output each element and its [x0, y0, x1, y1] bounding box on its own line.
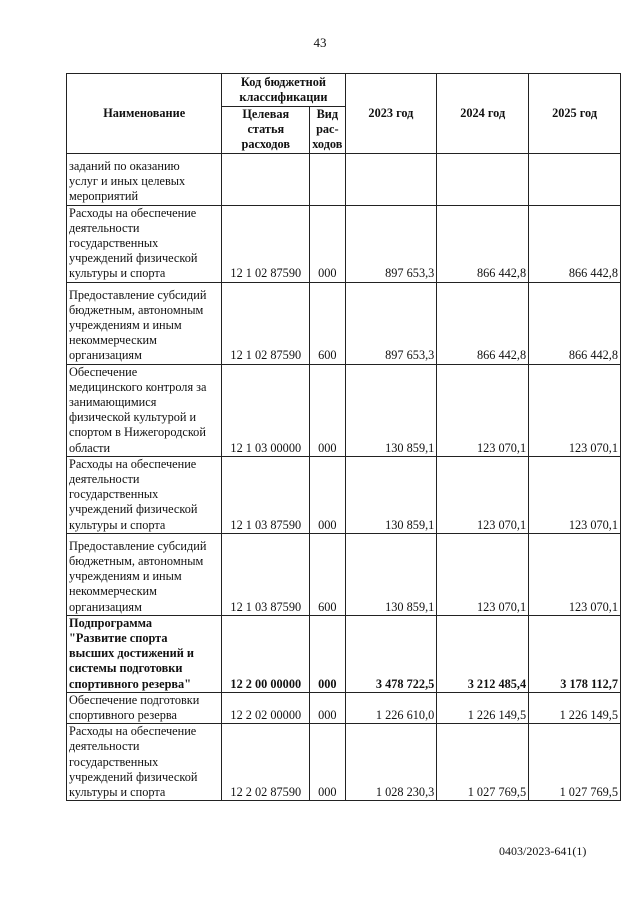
row-target-article-text: 12 2 02 87590 — [230, 785, 302, 800]
row-value-2025 — [529, 205, 621, 282]
row-target-article — [222, 692, 310, 723]
row-expense-type-text: 600 — [318, 348, 337, 363]
row-value-2025 — [529, 282, 621, 364]
row-value-2023 — [345, 205, 437, 282]
row-name — [67, 692, 222, 723]
row-value-2024-text: 123 070,1 — [476, 440, 527, 455]
row-expense-type-text: 000 — [318, 517, 337, 532]
row-target-article-text: 12 1 03 87590 — [230, 517, 302, 532]
row-expense-type-text: 000 — [318, 440, 337, 455]
row-value-2025 — [529, 364, 621, 456]
row-expense-type — [310, 692, 345, 723]
row-name-text: заданий по оказанию услуг и иных целевых мероприятий — [69, 159, 186, 204]
row-expense-type — [310, 533, 345, 615]
row-name-text: Расходы на обеспечение деятельности государственных учреждений физической культуры и спорта — [69, 456, 198, 532]
row-name — [67, 615, 222, 692]
row-name-text: Расходы на обеспечение деятельности государственных учреждений физической культуры и спорта — [69, 205, 198, 281]
row-name — [67, 533, 222, 615]
row-value-2024 — [437, 282, 529, 364]
row-name — [67, 364, 222, 456]
row-value-2023 — [345, 615, 437, 692]
row-value-2024 — [437, 533, 529, 615]
table-row — [67, 692, 621, 723]
row-target-article — [222, 282, 310, 364]
row-value-2023-text: 1 028 230,3 — [375, 785, 435, 800]
row-expense-type — [310, 205, 345, 282]
budget-table — [66, 73, 621, 801]
row-value-2023 — [345, 692, 437, 723]
row-value-2023-text: 130 859,1 — [385, 599, 435, 614]
row-name — [67, 205, 222, 282]
row-target-article-text: 12 1 03 00000 — [230, 440, 302, 455]
row-value-2025-text: 123 070,1 — [568, 599, 618, 614]
row-value-2023-text: 3 478 722,5 — [375, 676, 435, 691]
row-value-2025 — [529, 456, 621, 533]
row-value-2024 — [437, 692, 529, 723]
row-expense-type-text: 000 — [318, 785, 337, 800]
header-budget-code: Код бюджетной классификации — [222, 74, 345, 107]
row-name-text: Предоставление субсидий бюджетным, автономным учреждениям и иным некоммерческим организациям — [69, 287, 207, 363]
row-value-2024-text: 1 226 149,5 — [467, 708, 527, 723]
row-value-2023 — [345, 724, 437, 801]
row-value-2025-text: 3 178 112,7 — [560, 676, 618, 691]
row-value-2024 — [437, 364, 529, 456]
row-value-2023-text: 130 859,1 — [385, 517, 435, 532]
row-value-2024 — [437, 724, 529, 801]
row-value-2024 — [437, 456, 529, 533]
row-value-2025-text: 866 442,8 — [568, 348, 618, 363]
row-target-article-text: 12 2 02 00000 — [230, 708, 302, 723]
row-target-article — [222, 724, 310, 801]
row-target-article — [222, 456, 310, 533]
row-value-2023 — [345, 533, 437, 615]
row-target-article — [222, 205, 310, 282]
row-expense-type — [310, 153, 345, 205]
row-expense-type — [310, 615, 345, 692]
row-value-2025-text: 1 226 149,5 — [559, 708, 618, 723]
row-expense-type-text: 000 — [318, 266, 337, 281]
table-row — [67, 364, 621, 456]
table-row — [67, 205, 621, 282]
row-value-2023-text: 1 226 610,0 — [375, 708, 435, 723]
row-target-article-text: 12 2 00 00000 — [230, 676, 302, 691]
page-number: 43 — [313, 35, 327, 50]
row-target-article-text: 12 1 02 87590 — [230, 266, 302, 281]
row-name — [67, 456, 222, 533]
row-name-text: Обеспечение медицинского контроля за занимающимися физической культурой и спортом в Нижегородской области — [69, 364, 207, 455]
row-value-2023-text: 130 859,1 — [385, 440, 435, 455]
row-value-2025-text: 1 027 769,5 — [559, 785, 618, 800]
row-value-2024-text: 3 212 485,4 — [467, 676, 527, 691]
row-expense-type — [310, 282, 345, 364]
row-target-article-text: 12 1 02 87590 — [230, 348, 302, 363]
row-name-text: Подпрограмма "Развитие спорта высших достижений и системы подготовки спортивного резерва" — [69, 615, 194, 691]
row-value-2025 — [529, 533, 621, 615]
row-expense-type-text: 000 — [318, 676, 337, 691]
header-year-2024: 2024 год — [437, 74, 529, 154]
row-value-2024 — [437, 205, 529, 282]
row-value-2023 — [345, 456, 437, 533]
row-value-2023 — [345, 282, 437, 364]
row-expense-type — [310, 364, 345, 456]
document-code: 0403/2023-641(1) — [499, 844, 587, 858]
table-row — [67, 615, 621, 692]
row-value-2025 — [529, 692, 621, 723]
row-name — [67, 724, 222, 801]
row-value-2024 — [437, 615, 529, 692]
row-target-article — [222, 364, 310, 456]
table-body — [67, 153, 621, 801]
row-value-2025 — [529, 615, 621, 692]
row-value-2024-text: 123 070,1 — [476, 517, 527, 532]
table-row — [67, 533, 621, 615]
header-name: Наименование — [67, 74, 222, 154]
row-value-2023-text: 897 653,3 — [385, 266, 435, 281]
row-name-text: Обеспечение подготовки спортивного резерва — [69, 692, 200, 723]
row-target-article-text: 12 1 03 87590 — [230, 599, 302, 614]
row-value-2025 — [529, 153, 621, 205]
row-name-text: Предоставление субсидий бюджетным, автономным учреждениям и иным некоммерческим организациям — [69, 538, 207, 614]
row-value-2024 — [437, 153, 529, 205]
row-value-2025-text: 866 442,8 — [568, 266, 618, 281]
row-value-2023 — [345, 153, 437, 205]
row-expense-type-text: 000 — [318, 708, 337, 723]
table-row — [67, 724, 621, 801]
row-value-2025-text: 123 070,1 — [568, 517, 618, 532]
table-row — [67, 282, 621, 364]
header-expense-type: Вид рас-ходов — [310, 107, 345, 154]
header-year-2023: 2023 год — [345, 74, 437, 154]
row-expense-type — [310, 456, 345, 533]
row-value-2023 — [345, 364, 437, 456]
row-value-2024-text: 866 442,8 — [476, 348, 527, 363]
row-value-2024-text: 1 027 769,5 — [467, 785, 527, 800]
row-name — [67, 153, 222, 205]
row-value-2024-text: 123 070,1 — [476, 599, 527, 614]
header-year-2025: 2025 год — [529, 74, 621, 154]
row-value-2023-text: 897 653,3 — [385, 348, 435, 363]
row-name — [67, 282, 222, 364]
row-target-article — [222, 615, 310, 692]
row-expense-type-text: 600 — [318, 599, 337, 614]
row-target-article — [222, 153, 310, 205]
row-value-2024-text: 866 442,8 — [476, 266, 527, 281]
row-target-article — [222, 533, 310, 615]
header-target-article: Целевая статья расходов — [222, 107, 310, 154]
row-value-2025 — [529, 724, 621, 801]
row-expense-type — [310, 724, 345, 801]
row-value-2025-text: 123 070,1 — [568, 440, 618, 455]
table-row — [67, 153, 621, 205]
row-name-text: Расходы на обеспечение деятельности государственных учреждений физической культуры и спорта — [69, 724, 198, 800]
table-row — [67, 456, 621, 533]
